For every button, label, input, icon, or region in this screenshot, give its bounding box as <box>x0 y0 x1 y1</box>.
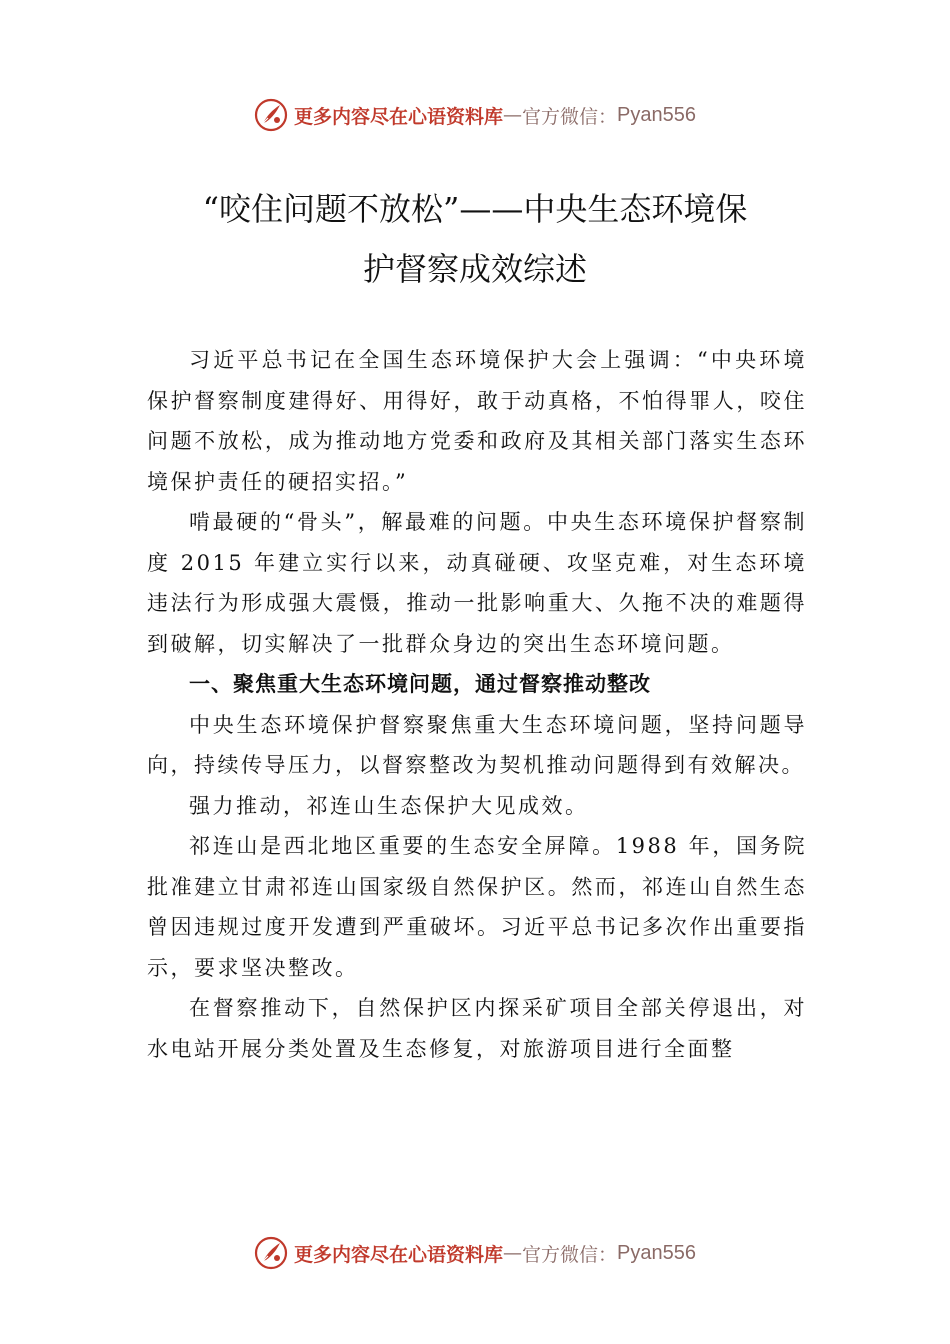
section-paragraph: 在督察推动下，自然保护区内探采矿项目全部关停退出，对水电站开展分类处置及生态修复，对旅游项目进行全面整 <box>147 996 807 1061</box>
section-paragraph: 祁连山是西北地区重要的生态安全屏障。1988 年，国务院批准建立甘肃祁连山国家级自然保护区。然而，祁连山自然生态曾因违规过度开发遭到严重破坏。习近平总书记多次作出重要指示，要求坚决整改。 <box>147 834 807 980</box>
document-body <box>147 340 807 1069</box>
section-paragraph: 强力推动，祁连山生态保护大见成效。 <box>189 793 589 818</box>
section-paragraph: 中央生态环境保护督察聚焦重大生态环境问题，坚持问题导向，持续传导压力，以督察整改为契机推动问题得到有效解决。 <box>147 712 807 777</box>
watermark-text: 更多内容尽在心语资料库 <box>294 1243 504 1266</box>
watermark-dash: — <box>503 104 523 126</box>
watermark-dash: — <box>503 1242 523 1264</box>
watermark-banner-top <box>0 95 950 135</box>
document-title-line-1: “咬住问题不放松”——中央生态环境保 <box>202 190 748 228</box>
body-paragraph: 习近平总书记在全国生态环境保护大会上强调：“中央环境保护督察制度建得好、用得好，敢于动真格，不怕得罪人，咬住问题不放松，成为推动地方党委和政府及其相关部门落实生态环境保护责任的硬招实招。” <box>147 348 807 494</box>
watermark-text: 更多内容尽在心语资料库 <box>294 105 504 128</box>
watermark-wechat-label: 官方微信： <box>522 1243 618 1266</box>
body-paragraph: 啃最硬的“骨头”，解最难的问题。中央生态环境保护督察制度 2015 年建立实行以来，动真碰硬、攻坚克难，对生态环境违法行为形成强大震慑，推动一批影响重大、久拖不决的难题得到破解，切实解决了一批群众身边的突出生态环境问题。 <box>147 510 807 656</box>
watermark-banner-bottom <box>0 1233 950 1273</box>
section-heading: 一、聚焦重大生态环境问题，通过督察推动整改 <box>189 672 651 696</box>
quill-seal-icon <box>254 1236 288 1270</box>
watermark-wechat-id: Pyan556 <box>617 1241 696 1264</box>
watermark-wechat-id: Pyan556 <box>617 103 696 126</box>
watermark-wechat-label: 官方微信： <box>522 105 618 128</box>
quill-seal-icon <box>254 98 288 132</box>
document-title-line-2: 护督察成效综述 <box>362 250 587 288</box>
